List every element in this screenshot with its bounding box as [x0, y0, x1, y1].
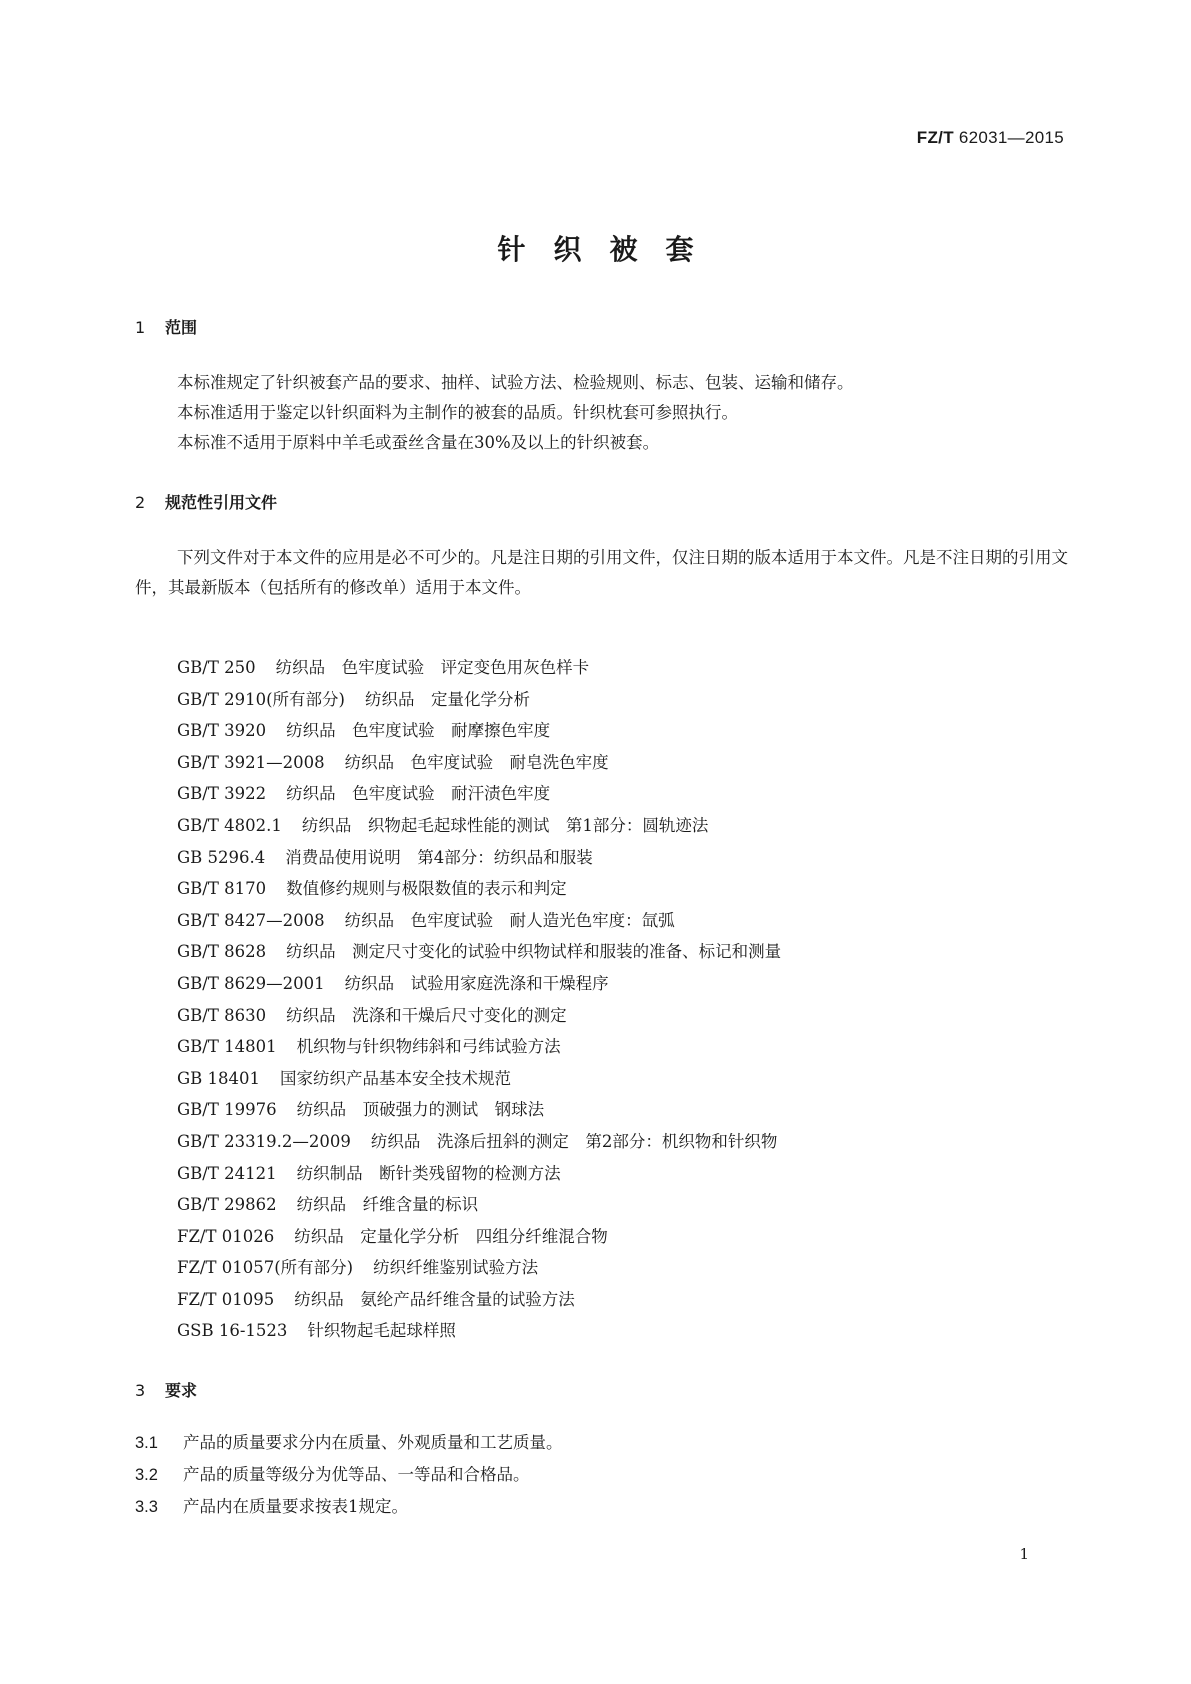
- references-intro: 下列文件对于本文件的应用是必不可少的。凡是注日期的引用文件，仅注日期的版本适用于本文件。凡是不注日期的引用文件，其最新版本（包括所有的修改单）适用于本文件。: [135, 548, 1068, 597]
- reference-title: 针织物起毛起球样照: [307, 1321, 456, 1341]
- reference-code: FZ/T 01026: [177, 1226, 275, 1246]
- standard-code: [917, 128, 1064, 148]
- reference-title: 机织物与针织物纬斜和弓纬试验方法: [296, 1037, 561, 1057]
- reference-code: GB/T 250: [177, 658, 256, 677]
- section-heading-normative-references: [135, 490, 277, 513]
- section-title: 规范性引用文件: [165, 493, 278, 512]
- reference-item: [177, 936, 1077, 968]
- reference-item: [177, 1315, 1077, 1347]
- reference-code: GB/T 3920: [177, 721, 267, 741]
- standard-number: 62031—2015: [958, 128, 1064, 147]
- reference-title: 纺织品 定量化学分析: [364, 689, 530, 709]
- reference-item: [177, 1284, 1077, 1316]
- reference-code: GB 5296.4: [177, 847, 266, 867]
- clause-number: 3.3: [135, 1498, 158, 1516]
- reference-code: GB/T 8628: [177, 942, 267, 962]
- reference-title: 国家纺织产品基本安全技术规范: [280, 1068, 512, 1088]
- reference-item: [177, 968, 1077, 1000]
- reference-code: FZ/T 01095: [177, 1289, 275, 1309]
- section-number: 3: [135, 1381, 146, 1400]
- reference-item: [177, 905, 1077, 937]
- clause-text: 产品的质量等级分为优等品、一等品和合格品。: [183, 1465, 530, 1484]
- reference-code: GB/T 19976: [177, 1100, 277, 1120]
- reference-title: 纺织纤维鉴别试验方法: [373, 1258, 539, 1278]
- reference-title: 纺织品 定量化学分析 四组分纤维混合物: [294, 1226, 608, 1246]
- reference-title: 纺织品 色牢度试验 耐人造光色牢度：氙弧: [344, 910, 675, 930]
- reference-code: GB/T 3922: [177, 784, 267, 804]
- reference-title: 纺织制品 断针类残留物的检测方法: [296, 1163, 561, 1183]
- reference-item: [177, 1158, 1077, 1190]
- reference-code: GB/T 24121: [177, 1163, 277, 1183]
- reference-item: [177, 1189, 1077, 1221]
- reference-item: [177, 715, 1077, 747]
- reference-code: GB/T 8170: [177, 879, 267, 899]
- reference-code: GB/T 3921—2008: [177, 752, 325, 772]
- reference-title: 纺织品 氨纶产品纤维含量的试验方法: [294, 1289, 575, 1309]
- section-title: 要求: [165, 1381, 198, 1400]
- clause-3-3: [135, 1492, 408, 1522]
- reference-title: 纺织品 纤维含量的标识: [296, 1195, 479, 1215]
- reference-title: 纺织品 测定尺寸变化的试验中织物试样和服装的准备、标记和测量: [286, 942, 782, 962]
- reference-item: [177, 1252, 1077, 1284]
- reference-title: 纺织品 色牢度试验 耐摩擦色牢度: [286, 721, 551, 741]
- reference-item: [177, 1126, 1077, 1158]
- standard-prefix: FZ/T: [916, 128, 954, 147]
- section-number: 1: [135, 318, 146, 337]
- reference-code: GB/T 23319.2—2009: [177, 1131, 351, 1151]
- reference-item: [177, 1063, 1077, 1095]
- reference-title: 纺织品 洗涤和干燥后尺寸变化的测定: [286, 1005, 567, 1025]
- reference-title: 纺织品 色牢度试验 耐皂洗色牢度: [344, 752, 609, 772]
- reference-item: [177, 1000, 1077, 1032]
- reference-title: 纺织品 试验用家庭洗涤和干燥程序: [344, 973, 609, 993]
- reference-title: 纺织品 色牢度试验 耐汗渍色牢度: [286, 784, 551, 804]
- paragraph: 本标准适用于鉴定以针织面料为主制作的被套的品质。针织枕套可参照执行。: [177, 403, 738, 422]
- section-heading-scope: [135, 315, 197, 338]
- reference-item: [177, 842, 1077, 874]
- reference-title: 纺织品 顶破强力的测试 钢球法: [296, 1100, 545, 1120]
- page-number: 1: [1019, 1545, 1029, 1563]
- reference-title: 数值修约规则与极限数值的表示和判定: [286, 879, 567, 899]
- clause-number: 3.1: [135, 1434, 158, 1452]
- reference-item: [177, 1094, 1077, 1126]
- document-title: 针织被套: [497, 233, 722, 266]
- reference-title: 消费品使用说明 第4部分：纺织品和服装: [285, 847, 593, 867]
- reference-title: 纺织品 色牢度试验 评定变色用灰色样卡: [275, 658, 590, 677]
- reference-item: [177, 652, 1077, 684]
- reference-code: GB/T 14801: [177, 1037, 277, 1057]
- reference-item: [177, 1031, 1077, 1063]
- reference-code: GB/T 8427—2008: [177, 910, 325, 930]
- section-number: 2: [135, 493, 146, 512]
- reference-code: GB 18401: [177, 1068, 261, 1088]
- reference-item: [177, 1221, 1077, 1253]
- reference-item: [177, 810, 1077, 842]
- section-heading-requirements: [135, 1378, 197, 1401]
- reference-title: 纺织品 织物起毛起球性能的测试 第1部分：圆轨迹法: [301, 815, 709, 835]
- reference-item: [177, 684, 1077, 716]
- clause-text: 产品内在质量要求按表1规定。: [183, 1497, 408, 1516]
- clause-text: 产品的质量要求分内在质量、外观质量和工艺质量。: [183, 1433, 563, 1452]
- paragraph: 本标准不适用于原料中羊毛或蚕丝含量在30%及以上的针织被套。: [177, 433, 660, 452]
- clause-3-1: [135, 1428, 563, 1458]
- section-title: 范围: [165, 318, 198, 337]
- clause-number: 3.2: [135, 1466, 158, 1484]
- clause-3-2: [135, 1460, 530, 1490]
- reference-item: [177, 747, 1077, 779]
- reference-item: [177, 778, 1077, 810]
- reference-list: [177, 652, 1077, 1347]
- reference-item: [177, 873, 1077, 905]
- reference-title: 纺织品 洗涤后扭斜的测定 第2部分：机织物和针织物: [370, 1131, 778, 1151]
- reference-code: GB/T 8629—2001: [177, 973, 325, 993]
- paragraph: 本标准规定了针织被套产品的要求、抽样、试验方法、检验规则、标志、包装、运输和储存。: [177, 373, 854, 392]
- reference-code: GB/T 4802.1: [177, 815, 282, 835]
- scope-paragraphs: [135, 368, 1075, 458]
- reference-code: GB/T 8630: [177, 1005, 267, 1025]
- reference-code: GB/T 29862: [177, 1195, 277, 1215]
- reference-code: GB/T 2910(所有部分): [177, 689, 345, 709]
- reference-code: GSB 16-1523: [177, 1321, 288, 1341]
- reference-code: FZ/T 01057(所有部分): [177, 1258, 354, 1278]
